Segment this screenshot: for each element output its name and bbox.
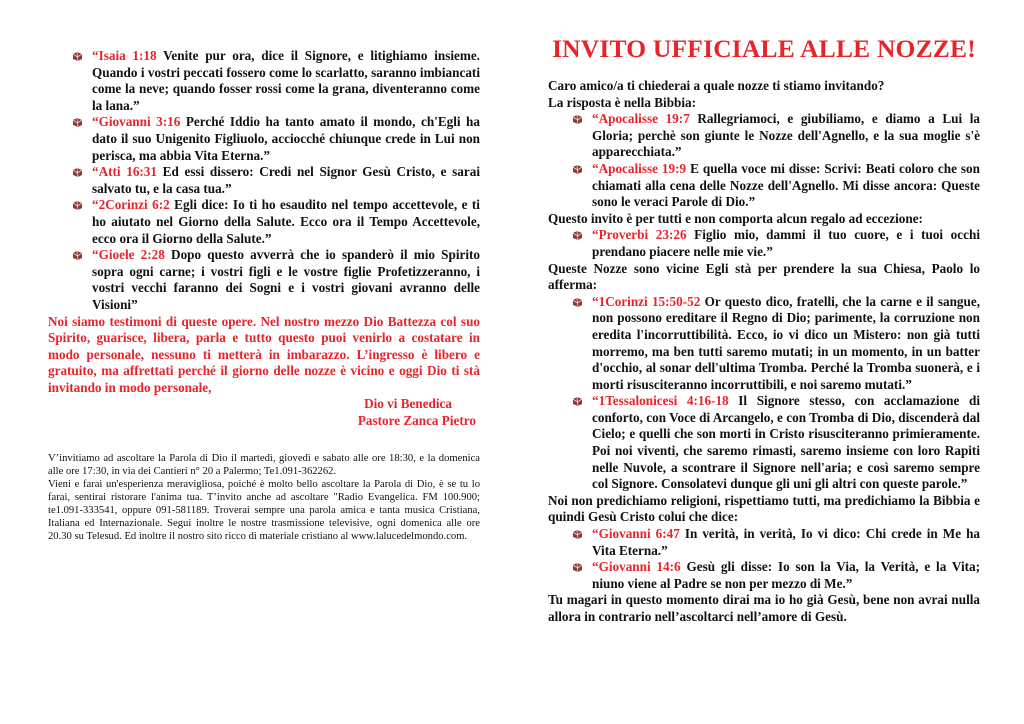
book-bullet-icon xyxy=(572,230,583,241)
info-paragraph-schedule: V’invitiamo ad ascoltare la Parola di Dio il martedì, giovedì e sabato alle ore 18:30, e la domenica alle ore 17:30, in via dei Cantieri n° 20 a Palermo; Te1.091-362262. xyxy=(48,452,480,477)
book-bullet-icon xyxy=(72,167,83,178)
verse-text: Venite pur ora, dice il Signore, e litighiamo insieme. Quando i vostri peccati fossero come lo scarlatto, saranno imbiancati come la neve; quando fosser rossi come la grana, diventeranno come la lana.” xyxy=(92,48,480,113)
verse-item xyxy=(548,393,980,493)
book-bullet-icon xyxy=(72,200,83,211)
pastor-signature: Pastore Zanca Pietro xyxy=(357,413,476,429)
verse-reference: “Apocalisse 19:9 xyxy=(592,160,687,176)
verse-text: Dopo questo avverrà che io spanderò il mio Spirito sopra ogni carne; i vostri figli e le vostre figlie Profetizzeranno, i vostri vecchi faranno dei Sogni e i vostri giovani avranno delle Visioni” xyxy=(92,247,480,312)
verse-text: Or questo dico, fratelli, che la carne e il sangue, non possono ereditare il Regno di Dio; parimente, la corruzione non eredita l'incorruttibilità. Ecco, io vi dico un Mistero: non già tutti morremo, ma ben tutti saremo mutati; in un momento, in un batter d'occhio, al sonar dell'ultima Tromba. Perché la Tromba suonerà, e i morti risusciteranno incorruttibili, e noi saremo mutati.” xyxy=(592,293,980,392)
book-bullet-icon xyxy=(572,297,583,308)
verse-item xyxy=(48,247,480,313)
verse-text: Figlio mio, dammi il tuo cuore, e i tuoi occhi prendano piacere nelle mie vie.” xyxy=(592,227,980,259)
verse-list-apocalisse xyxy=(548,111,980,211)
verse-reference: “1Tessalonicesi 4:16-18 xyxy=(592,393,729,409)
blessing: Dio vi Benedica xyxy=(364,396,452,412)
verse-list-paolo xyxy=(548,294,980,493)
verse-text: Gesù gli disse: Io son la Via, la Verità, e la Vita; niuno viene al Padre se non per mezzo di Me.” xyxy=(592,559,980,591)
right-column xyxy=(548,0,980,626)
verse-item xyxy=(48,164,480,197)
book-bullet-icon xyxy=(72,51,83,62)
verse-item xyxy=(548,526,980,559)
left-verse-list xyxy=(48,48,480,314)
info-paragraph-radio: Vieni e farai un'esperienza meravigliosa, poiché è molto bello ascoltare la Parola di Dio, è se tu lo farai, sentirai ristorare l'anima tua. T’invito anche ad ascoltare "Radio Evangelica. FM 100.900; te1.091-333541, oppure 091-581189. Troverai sempre una parola amica e tanta musica Cristiana, Italiana ed Internazionale. Segui inoltre le nostre trasmissione televisive, ogni domenica alle ore 20.30 su Telesud. Ed inoltre il nostro sito ricco di materiale cristiano al www.lalucedelmondo.com. xyxy=(48,478,480,543)
verse-text: In verità, in verità, Io vi dico: Chi crede in Me ha Vita Eterna.” xyxy=(592,526,980,558)
verse-reference: “Giovanni 6:47 xyxy=(592,526,680,542)
verse-reference: “1Corinzi 15:50-52 xyxy=(592,293,701,309)
verse-item xyxy=(548,111,980,161)
verse-text: E quella voce mi disse: Scrivi: Beati coloro che son chiamati alla cena delle Nozze dell'Agnello. Mi disse ancora: Queste sono le veraci Parole di Dio.” xyxy=(592,160,980,210)
book-bullet-icon xyxy=(72,117,83,128)
verse-reference: “2Corinzi 6:2 xyxy=(92,197,170,213)
verse-reference: “Apocalisse 19:7 xyxy=(592,111,690,127)
verse-text: Ed essi dissero: Credi nel Signor Gesù Cristo, e sarai salvato tu, e la casa tua.” xyxy=(92,164,480,196)
verse-item xyxy=(48,197,480,247)
testimony-paragraph: Noi siamo testimoni di queste opere. Nel nostro mezzo Dio Battezza col suo Spirito, guarisce, libera, parla e tutto questo puoi venirlo a costatare in modo personale, nessuno ti metterà in imbarazzo. L’ingresso è libero e gratuito, ma affrettati perché il giorno delle nozze è vicino e oggi Dio ti stà invitando in modo personale, xyxy=(48,313,480,395)
verse-reference: “Atti 16:31 xyxy=(92,164,157,180)
intro-answer: La risposta è nella Bibbia: xyxy=(548,94,697,110)
book-bullet-icon xyxy=(572,164,583,175)
intro-question: Caro amico/a ti chiederai a quale nozze ti stiamo invitando? xyxy=(548,78,885,93)
verse-reference: “Giovanni 14:6 xyxy=(592,559,681,575)
verse-text: Il Signore stesso, con acclamazione di conforto, con Voce di Arcangelo, e con Tromba di Dio, discenderà dal Cielo; e quelli che son morti in Cristo risusciteranno primieramente. Poi noi viventi, che saremo rimasti, saremo insieme con loro Rapiti nelle Nuvole, a scontrare il Signore nell'aria; e così saremo sempre col Signore. Consolatevi dunque gli uni gli altri con queste parole.” xyxy=(592,393,981,492)
verse-item xyxy=(548,559,980,592)
book-bullet-icon xyxy=(72,250,83,261)
verse-reference: “Proverbi 23:26 xyxy=(592,227,687,243)
verse-list-proverbi xyxy=(548,227,980,260)
closing-paragraph: Tu magari in questo momento dirai ma io ho già Gesù, bene non avrai nulla allora in contrario nell’ascoltarci nell’amore di Gesù. xyxy=(548,592,980,624)
verse-text: Perché Iddio ha tanto amato il mondo, ch'Egli ha dato il suo Unigenito Figliuolo, acciocché chiunque crede in Lui non perisca, ma abbia Vita Eterna.” xyxy=(92,114,480,163)
verse-text: Egli dice: Io ti ho esaudito nel tempo accettevole, e ti ho aiutato nel Giorno della Salute. Ecco ora il Tempo Accettevole, ecco ora il Giorno della Salute.” xyxy=(92,197,480,246)
left-column xyxy=(48,0,480,543)
verse-reference: “Gioele 2:28 xyxy=(92,247,165,263)
verse-item xyxy=(48,48,480,114)
book-bullet-icon xyxy=(572,529,583,540)
verse-reference: “Isaia 1:18 xyxy=(92,48,157,63)
invite-paragraph: Questo invito è per tutti e non comporta alcun regalo ad eccezione: xyxy=(548,210,923,226)
verse-item xyxy=(548,161,980,211)
book-bullet-icon xyxy=(572,114,583,125)
page-title: INVITO UFFICIALE ALLE NOZZE! xyxy=(552,34,976,63)
verse-text: Rallegriamoci, e giubiliamo, e diamo a Lui la Gloria; perchè son giunte le Nozze dell'Agnello, e la sua moglie s'è apparecchiata.” xyxy=(592,111,980,160)
preaching-paragraph: Noi non predichiamo religioni, rispettiamo tutti, ma predichiamo la Bibbia e quindi Gesù Cristo colui che dice: xyxy=(548,492,980,525)
book-bullet-icon xyxy=(572,562,583,573)
wedding-paragraph: Queste Nozze sono vicine Egli stà per prendere la sua Chiesa, Paolo lo afferma: xyxy=(548,260,980,293)
verse-reference: “Giovanni 3:16 xyxy=(92,114,181,130)
verse-list-giovanni xyxy=(548,526,980,592)
verse-item xyxy=(548,294,980,394)
verse-item xyxy=(48,114,480,164)
book-bullet-icon xyxy=(572,396,583,407)
verse-item xyxy=(548,227,980,260)
